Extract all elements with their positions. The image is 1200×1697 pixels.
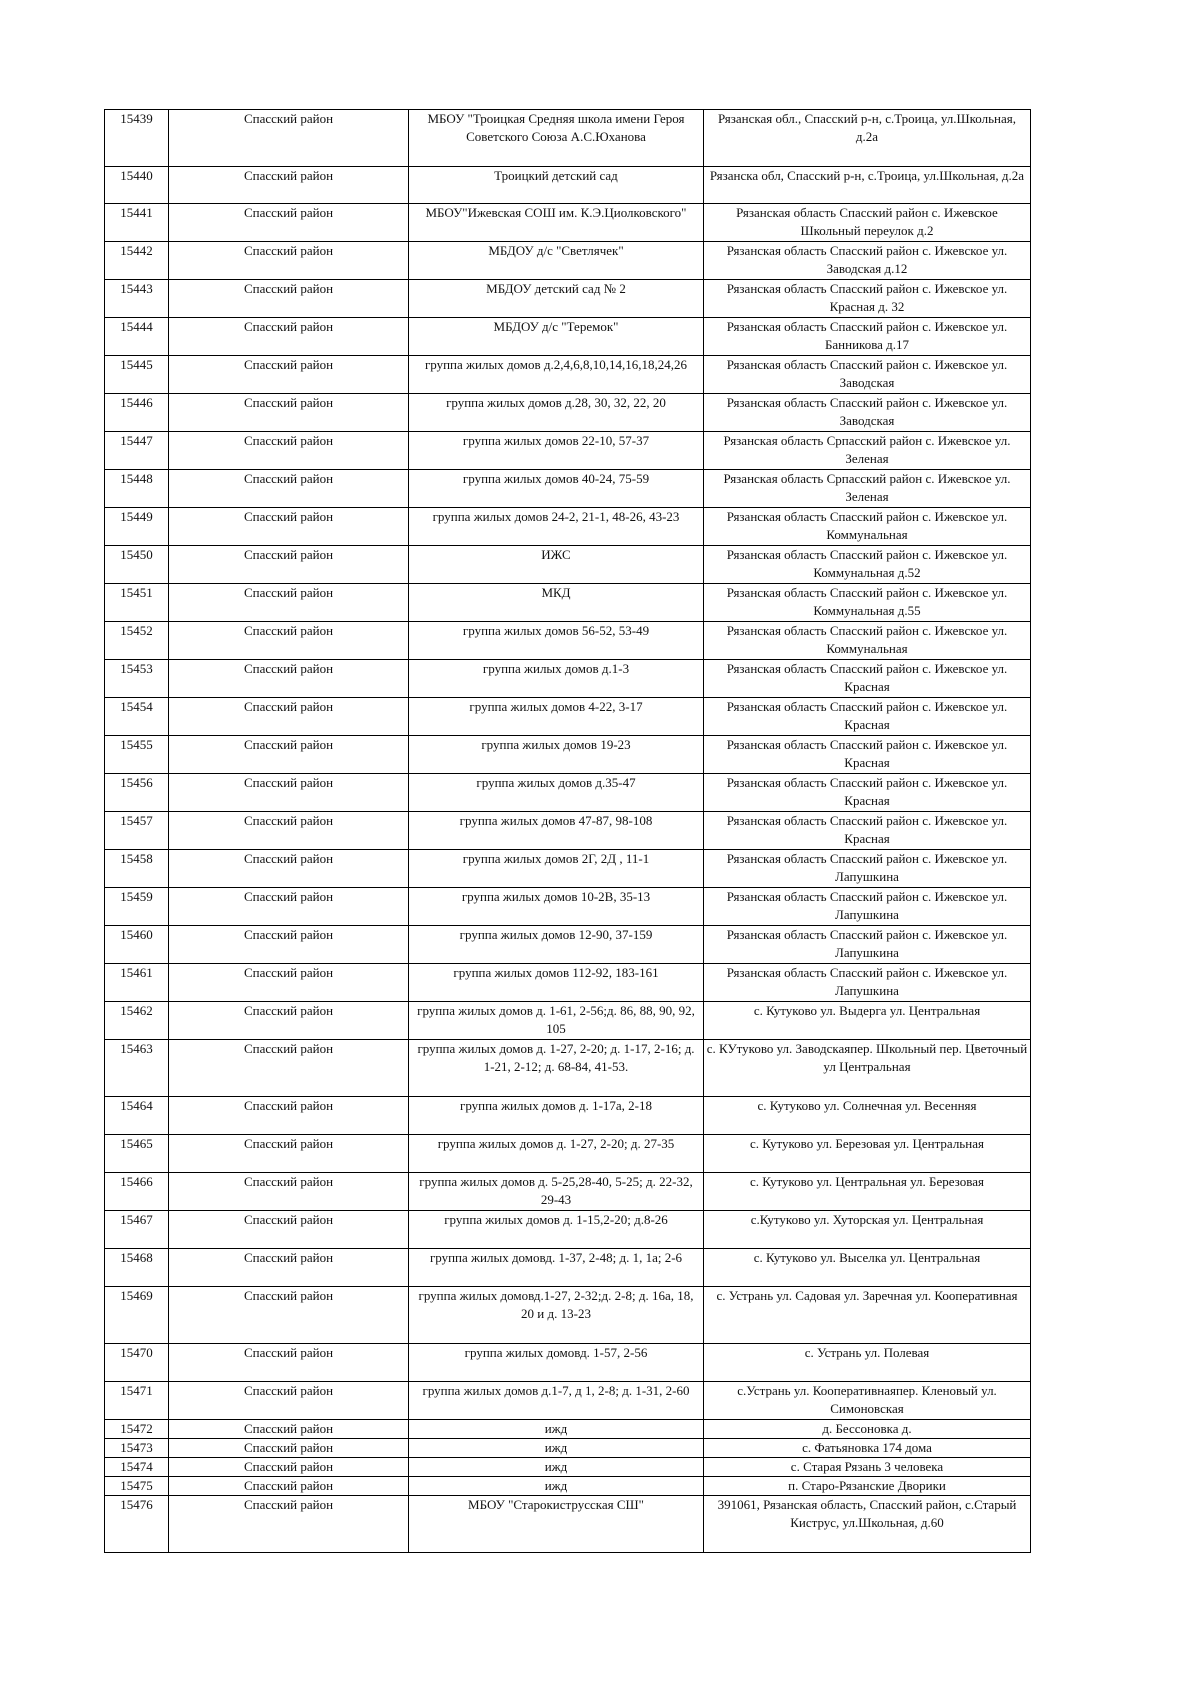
row-number-cell: 15465: [105, 1135, 169, 1173]
address-cell: Рязанская область Спасский район с. Ижевское ул. Лапушкина: [704, 964, 1031, 1002]
district-cell: Спасский район: [169, 242, 409, 280]
district-cell: Спасский район: [169, 1382, 409, 1420]
object-cell: ижд: [409, 1458, 704, 1477]
object-cell: группа жилых домов д.28, 30, 32, 22, 20: [409, 394, 704, 432]
address-cell: Рязанская область Српасский район с. Ижевское ул. Зеленая: [704, 432, 1031, 470]
object-cell: группа жилых домов 19-23: [409, 736, 704, 774]
district-cell: Спасский район: [169, 1496, 409, 1553]
object-cell: группа жилых домов 47-87, 98-108: [409, 812, 704, 850]
district-cell: Спасский район: [169, 1002, 409, 1040]
address-cell: Рязанска обл, Спасский р-н, с.Троица, ул.Школьная, д.2а: [704, 167, 1031, 204]
table-row: [105, 622, 1031, 660]
object-cell: группа жилых домов д. 1-61, 2-56;д. 86, 88, 90, 92, 105: [409, 1002, 704, 1040]
table-row: [105, 964, 1031, 1002]
table-row: [105, 1173, 1031, 1211]
row-number-cell: 15446: [105, 394, 169, 432]
district-cell: Спасский район: [169, 926, 409, 964]
object-cell: группа жилых домовд. 1-37, 2-48; д. 1, 1а; 2-6: [409, 1249, 704, 1287]
row-number-cell: 15457: [105, 812, 169, 850]
row-number-cell: 15461: [105, 964, 169, 1002]
object-cell: ижд: [409, 1477, 704, 1496]
table-row: [105, 432, 1031, 470]
table-row: [105, 1040, 1031, 1097]
object-cell: МБДОУ д/с "Светлячек": [409, 242, 704, 280]
row-number-cell: 15449: [105, 508, 169, 546]
row-number-cell: 15443: [105, 280, 169, 318]
district-cell: Спасский район: [169, 850, 409, 888]
row-number-cell: 15455: [105, 736, 169, 774]
address-cell: Рязанская область Спасский район с. Ижевское ул. Красная: [704, 660, 1031, 698]
district-cell: Спасский район: [169, 1439, 409, 1458]
object-cell: МБОУ "Троицкая Средняя школа имени Героя Советского Союза А.С.Юханова: [409, 110, 704, 167]
row-number-cell: 15451: [105, 584, 169, 622]
district-cell: Спасский район: [169, 660, 409, 698]
address-cell: Рязанская область Спасский район с. Ижевское ул. Лапушкина: [704, 926, 1031, 964]
object-cell: группа жилых домов д.1-7, д 1, 2-8; д. 1-31, 2-60: [409, 1382, 704, 1420]
row-number-cell: 15469: [105, 1287, 169, 1344]
district-cell: Спасский район: [169, 204, 409, 242]
address-cell: с. Кутуково ул. Выселка ул. Центральная: [704, 1249, 1031, 1287]
row-number-cell: 15441: [105, 204, 169, 242]
row-number-cell: 15458: [105, 850, 169, 888]
district-cell: Спасский район: [169, 508, 409, 546]
table-row: [105, 736, 1031, 774]
object-cell: группа жилых домов д. 1-17а, 2-18: [409, 1097, 704, 1135]
table-row: [105, 812, 1031, 850]
object-cell: группа жилых домов 24-2, 21-1, 48-26, 43-23: [409, 508, 704, 546]
object-cell: группа жилых домов 12-90, 37-159: [409, 926, 704, 964]
district-cell: Спасский район: [169, 1097, 409, 1135]
table-row: [105, 1249, 1031, 1287]
district-cell: Спасский район: [169, 1477, 409, 1496]
table-row: [105, 546, 1031, 584]
table-row: [105, 318, 1031, 356]
table-row: [105, 698, 1031, 736]
row-number-cell: 15456: [105, 774, 169, 812]
object-cell: группа жилых домов 56-52, 53-49: [409, 622, 704, 660]
table-row: [105, 1477, 1031, 1496]
address-cell: Рязанская область Спасский район с. Ижевское ул. Коммунальная: [704, 622, 1031, 660]
object-cell: группа жилых домов 22-10, 57-37: [409, 432, 704, 470]
row-number-cell: 15464: [105, 1097, 169, 1135]
table-row: [105, 774, 1031, 812]
object-cell: МКД: [409, 584, 704, 622]
table-row: [105, 508, 1031, 546]
row-number-cell: 15474: [105, 1458, 169, 1477]
row-number-cell: 15453: [105, 660, 169, 698]
district-cell: Спасский район: [169, 280, 409, 318]
address-cell: Рязанская область Спасский район с. Ижевское ул. Лапушкина: [704, 850, 1031, 888]
district-cell: Спасский район: [169, 1344, 409, 1382]
object-cell: группа жилых домов 40-24, 75-59: [409, 470, 704, 508]
district-cell: Спасский район: [169, 432, 409, 470]
district-cell: Спасский район: [169, 470, 409, 508]
address-cell: Рязанская область Спасский район с. Ижевское Школьный переулок д.2: [704, 204, 1031, 242]
object-cell: группа жилых домов д. 1-27, 2-20; д. 27-35: [409, 1135, 704, 1173]
table-row: [105, 584, 1031, 622]
address-cell: с. КУтуково ул. Заводскаяпер. Школьный пер. Цветочный ул Центральная: [704, 1040, 1031, 1097]
row-number-cell: 15452: [105, 622, 169, 660]
district-cell: Спасский район: [169, 1211, 409, 1249]
district-cell: Спасский район: [169, 888, 409, 926]
district-cell: Спасский район: [169, 1040, 409, 1097]
district-cell: Спасский район: [169, 1458, 409, 1477]
address-cell: с. Кутуково ул. Выдерга ул. Центральная: [704, 1002, 1031, 1040]
address-cell: Рязанская область Спасский район с. Ижевское ул. Красная д. 32: [704, 280, 1031, 318]
address-cell: д. Бессоновка д.: [704, 1420, 1031, 1439]
district-cell: Спасский район: [169, 110, 409, 167]
district-cell: Спасский район: [169, 1135, 409, 1173]
address-cell: Рязанская область Спасский район с. Ижевское ул. Коммунальная д.55: [704, 584, 1031, 622]
address-cell: с. Старая Рязань 3 человека: [704, 1458, 1031, 1477]
address-cell: Рязанская область Спасский район с. Ижевское ул. Коммунальная: [704, 508, 1031, 546]
address-cell: с. Кутуково ул. Центральная ул. Березовая: [704, 1173, 1031, 1211]
table-row: [105, 1344, 1031, 1382]
table-row: [105, 1420, 1031, 1439]
district-cell: Спасский район: [169, 356, 409, 394]
row-number-cell: 15470: [105, 1344, 169, 1382]
address-cell: Рязанская область Спасский район с. Ижевское ул. Красная: [704, 736, 1031, 774]
object-cell: ижд: [409, 1439, 704, 1458]
table-row: [105, 1002, 1031, 1040]
address-cell: 391061, Рязанская область, Спасский район, с.Старый Киструс, ул.Школьная, д.60: [704, 1496, 1031, 1553]
object-cell: группа жилых домов д. 5-25,28-40, 5-25; д. 22-32, 29-43: [409, 1173, 704, 1211]
row-number-cell: 15460: [105, 926, 169, 964]
address-cell: Рязанская область Спасский район с. Ижевское ул. Красная: [704, 774, 1031, 812]
row-number-cell: 15476: [105, 1496, 169, 1553]
object-cell: группа жилых домов 2Г, 2Д , 11-1: [409, 850, 704, 888]
district-cell: Спасский район: [169, 736, 409, 774]
table-row: [105, 280, 1031, 318]
district-cell: Спасский район: [169, 167, 409, 204]
address-cell: Рязанская область Српасский район с. Ижевское ул. Зеленая: [704, 470, 1031, 508]
row-number-cell: 15466: [105, 1173, 169, 1211]
address-cell: Рязанская обл., Спасский р-н, с.Троица, ул.Школьная, д.2а: [704, 110, 1031, 167]
row-number-cell: 15467: [105, 1211, 169, 1249]
table-row: [105, 167, 1031, 204]
object-cell: ИЖС: [409, 546, 704, 584]
row-number-cell: 15473: [105, 1439, 169, 1458]
table-row: [105, 1382, 1031, 1420]
address-cell: с. Устрань ул. Полевая: [704, 1344, 1031, 1382]
table-row: [105, 1439, 1031, 1458]
object-cell: группа жилых домов д. 1-27, 2-20; д. 1-17, 2-16; д. 1-21, 2-12; д. 68-84, 41-53.: [409, 1040, 704, 1097]
table-row: [105, 926, 1031, 964]
table-row: [105, 850, 1031, 888]
row-number-cell: 15439: [105, 110, 169, 167]
address-cell: Рязанская область Спасский район с. Ижевское ул. Красная: [704, 812, 1031, 850]
row-number-cell: 15448: [105, 470, 169, 508]
district-cell: Спасский район: [169, 584, 409, 622]
object-cell: группа жилых домов 112-92, 183-161: [409, 964, 704, 1002]
object-cell: Троицкий детский сад: [409, 167, 704, 204]
table-row: [105, 204, 1031, 242]
table-row: [105, 1135, 1031, 1173]
row-number-cell: 15462: [105, 1002, 169, 1040]
district-cell: Спасский район: [169, 1173, 409, 1211]
object-cell: МБОУ"Ижевская СОШ им. К.Э.Циолковского": [409, 204, 704, 242]
address-cell: Рязанская область Спасский район с. Ижевское ул. Коммунальная д.52: [704, 546, 1031, 584]
district-cell: Спасский район: [169, 698, 409, 736]
object-cell: группа жилых домовд. 1-57, 2-56: [409, 1344, 704, 1382]
district-cell: Спасский район: [169, 774, 409, 812]
row-number-cell: 15442: [105, 242, 169, 280]
table-row: [105, 1097, 1031, 1135]
table-row: [105, 1496, 1031, 1553]
row-number-cell: 15445: [105, 356, 169, 394]
table-row: [105, 242, 1031, 280]
object-cell: группа жилых домовд.1-27, 2-32;д. 2-8; д. 16а, 18, 20 и д. 13-23: [409, 1287, 704, 1344]
row-number-cell: 15472: [105, 1420, 169, 1439]
table-row: [105, 1287, 1031, 1344]
row-number-cell: 15444: [105, 318, 169, 356]
objects-table-body: [105, 110, 1031, 1553]
object-cell: группа жилых домов д.2,4,6,8,10,14,16,18,24,26: [409, 356, 704, 394]
table-row: [105, 470, 1031, 508]
address-cell: с. Фатьяновка 174 дома: [704, 1439, 1031, 1458]
object-cell: группа жилых домов 10-2В, 35-13: [409, 888, 704, 926]
address-cell: с. Устрань ул. Садовая ул. Заречная ул. Кооперативная: [704, 1287, 1031, 1344]
district-cell: Спасский район: [169, 964, 409, 1002]
object-cell: ижд: [409, 1420, 704, 1439]
row-number-cell: 15471: [105, 1382, 169, 1420]
district-cell: Спасский район: [169, 622, 409, 660]
address-cell: Рязанская область Спасский район с. Ижевское ул. Заводская: [704, 356, 1031, 394]
object-cell: группа жилых домов д.1-3: [409, 660, 704, 698]
table-row: [105, 1211, 1031, 1249]
district-cell: Спасский район: [169, 1420, 409, 1439]
object-cell: группа жилых домов д. 1-15,2-20; д.8-26: [409, 1211, 704, 1249]
table-row: [105, 888, 1031, 926]
address-cell: с.Устрань ул. Кооперативнаяпер. Кленовый ул. Симоновская: [704, 1382, 1031, 1420]
district-cell: Спасский район: [169, 812, 409, 850]
table-row: [105, 394, 1031, 432]
district-cell: Спасский район: [169, 546, 409, 584]
row-number-cell: 15468: [105, 1249, 169, 1287]
address-cell: Рязанская область Спасский район с. Ижевское ул. Лапушкина: [704, 888, 1031, 926]
objects-table: [104, 109, 1031, 1553]
row-number-cell: 15475: [105, 1477, 169, 1496]
object-cell: группа жилых домов 4-22, 3-17: [409, 698, 704, 736]
row-number-cell: 15447: [105, 432, 169, 470]
table-row: [105, 1458, 1031, 1477]
object-cell: МБДОУ д/с "Теремок": [409, 318, 704, 356]
row-number-cell: 15440: [105, 167, 169, 204]
object-cell: МБОУ "Старокиструсская СШ": [409, 1496, 704, 1553]
district-cell: Спасский район: [169, 318, 409, 356]
object-cell: группа жилых домов д.35-47: [409, 774, 704, 812]
address-cell: с. Кутуково ул. Солнечная ул. Весенняя: [704, 1097, 1031, 1135]
row-number-cell: 15463: [105, 1040, 169, 1097]
row-number-cell: 15459: [105, 888, 169, 926]
address-cell: Рязанская область Спасский район с. Ижевское ул. Красная: [704, 698, 1031, 736]
address-cell: Рязанская область Спасский район с. Ижевское ул. Заводская д.12: [704, 242, 1031, 280]
address-cell: с.Кутуково ул. Хуторская ул. Центральная: [704, 1211, 1031, 1249]
district-cell: Спасский район: [169, 1249, 409, 1287]
address-cell: Рязанская область Спасский район с. Ижевское ул. Банникова д.17: [704, 318, 1031, 356]
address-cell: п. Старо-Рязанские Дворики: [704, 1477, 1031, 1496]
address-cell: Рязанская область Спасский район с. Ижевское ул. Заводская: [704, 394, 1031, 432]
row-number-cell: 15450: [105, 546, 169, 584]
row-number-cell: 15454: [105, 698, 169, 736]
address-cell: с. Кутуково ул. Березовая ул. Центральная: [704, 1135, 1031, 1173]
table-row: [105, 110, 1031, 167]
object-cell: МБДОУ детский сад № 2: [409, 280, 704, 318]
table-row: [105, 356, 1031, 394]
table-row: [105, 660, 1031, 698]
district-cell: Спасский район: [169, 1287, 409, 1344]
district-cell: Спасский район: [169, 394, 409, 432]
